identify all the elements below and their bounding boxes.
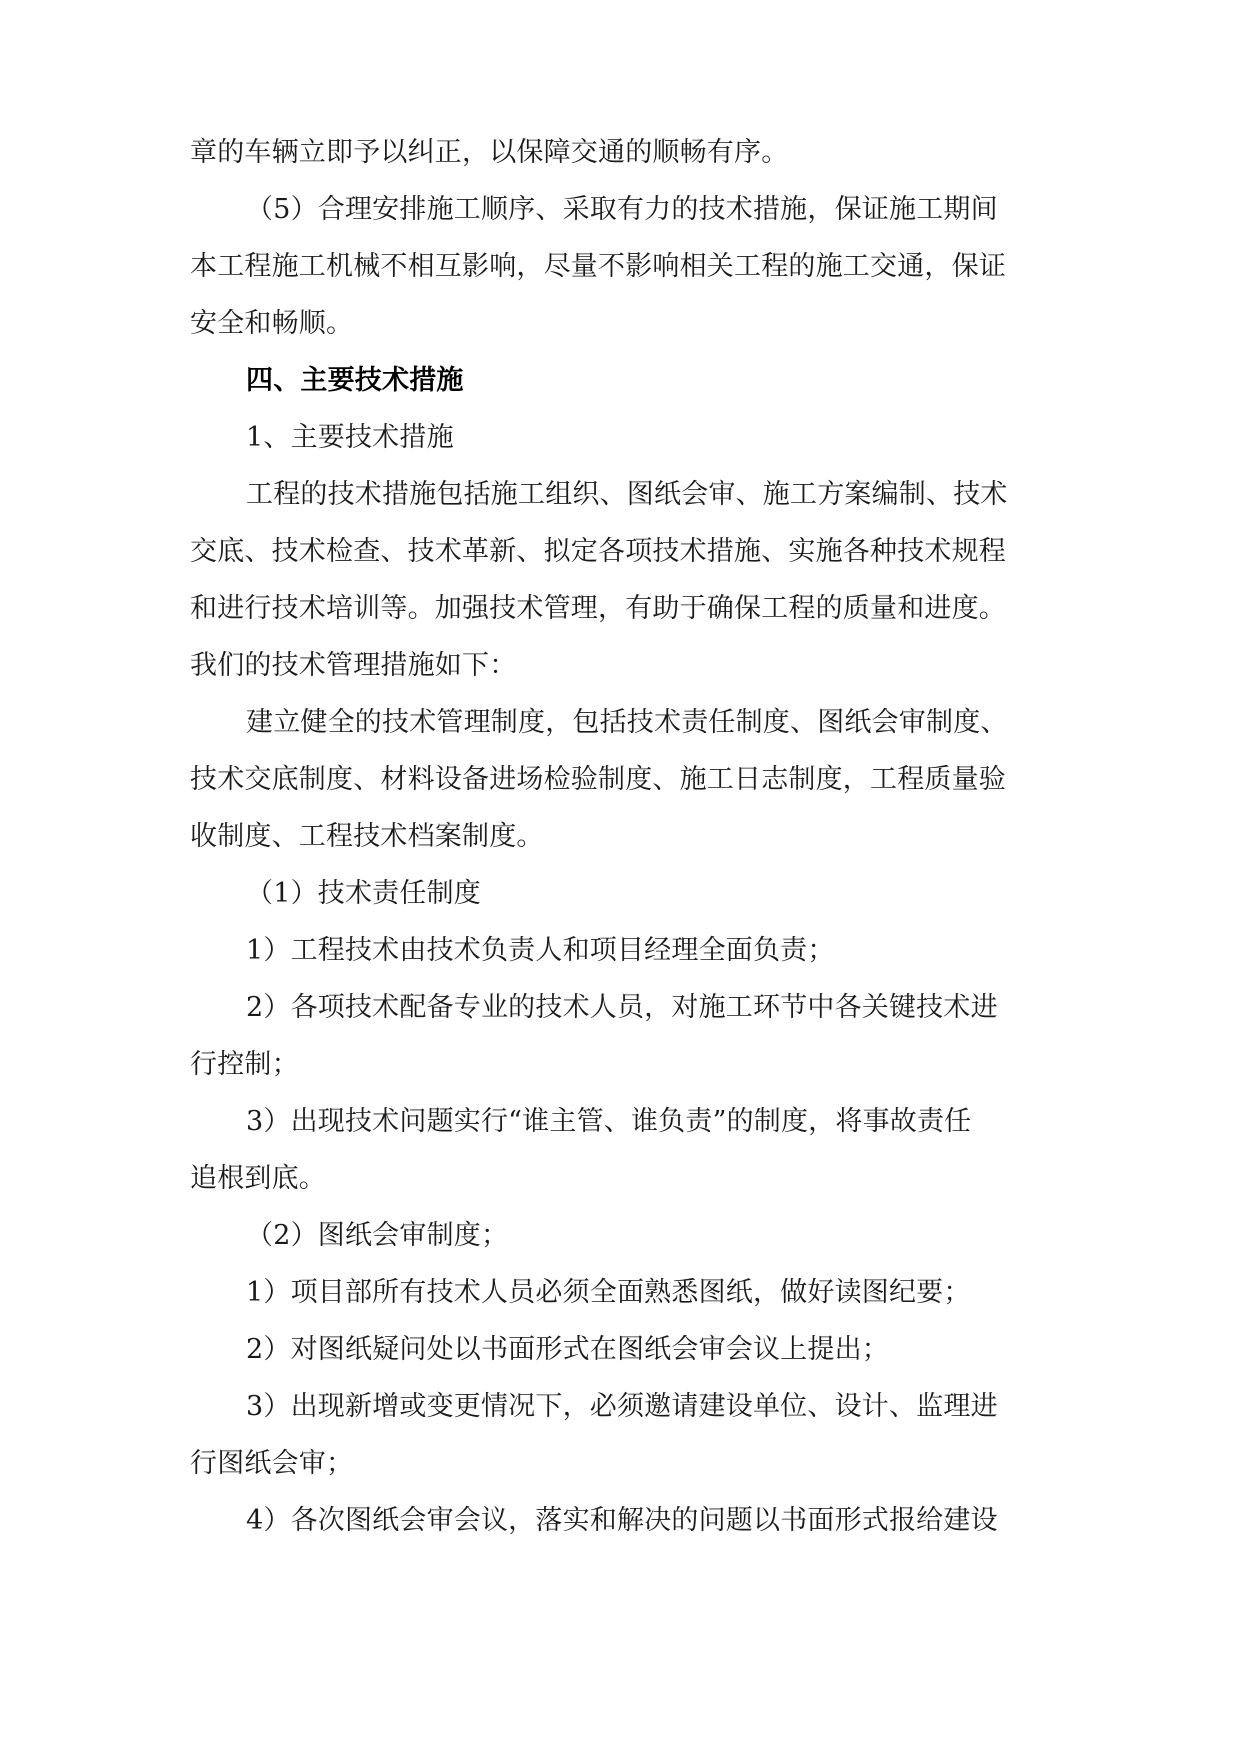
list-item-continuation: 追根到底。 [190, 1163, 326, 1194]
paragraph-line: （5）合理安排施工顺序、采取有力的技术措施，保证施工期间 [246, 194, 998, 225]
paragraph-line: 交底、技术检查、技术革新、拟定各项技术措施、实施各种技术规程 [190, 536, 1006, 567]
list-item-continuation: 行图纸会审； [190, 1448, 354, 1479]
paragraph-line: 收制度、工程技术档案制度。 [190, 821, 544, 852]
subsection-heading: 1、主要技术措施 [246, 422, 454, 453]
section-heading: 四、主要技术措施 [246, 365, 464, 396]
paragraph-line: 建立健全的技术管理制度，包括技术责任制度、图纸会审制度、 [246, 707, 1008, 738]
paragraph-line: 技术交底制度、材料设备进场检验制度、施工日志制度，工程质量验 [190, 764, 1006, 795]
list-item: 1）项目部所有技术人员必须全面熟悉图纸，做好读图纪要； [246, 1277, 971, 1308]
paragraph-line: 安全和畅顺。 [190, 308, 354, 339]
list-item: 2）对图纸疑问处以书面形式在图纸会审会议上提出； [246, 1334, 889, 1365]
paragraph-line: 我们的技术管理措施如下： [190, 650, 517, 681]
list-item: 1）工程技术由技术负责人和项目经理全面负责； [246, 935, 835, 966]
paragraph-line: 本工程施工机械不相互影响，尽量不影响相关工程的施工交通，保证 [190, 251, 1006, 282]
paragraph-line: 工程的技术措施包括施工组织、图纸会审、施工方案编制、技术 [246, 479, 1008, 510]
paragraph-line: 和进行技术培训等。加强技术管理，有助于确保工程的质量和进度。 [190, 593, 1006, 624]
list-heading: （1）技术责任制度 [246, 878, 481, 909]
list-item: 4）各次图纸会审会议，落实和解决的问题以书面形式报给建设 [246, 1505, 998, 1536]
paragraph-line: 章的车辆立即予以纠正，以保障交通的顺畅有序。 [190, 137, 789, 168]
list-item: 3）出现技术问题实行“谁主管、谁负责”的制度，将事故责任 [246, 1106, 972, 1137]
list-item: 3）出现新增或变更情况下，必须邀请建设单位、设计、监理进 [246, 1391, 998, 1422]
list-heading: （2）图纸会审制度； [246, 1220, 509, 1251]
list-item: 2）各项技术配备专业的技术人员，对施工环节中各关键技术进 [246, 992, 998, 1023]
list-item-continuation: 行控制； [190, 1049, 299, 1080]
